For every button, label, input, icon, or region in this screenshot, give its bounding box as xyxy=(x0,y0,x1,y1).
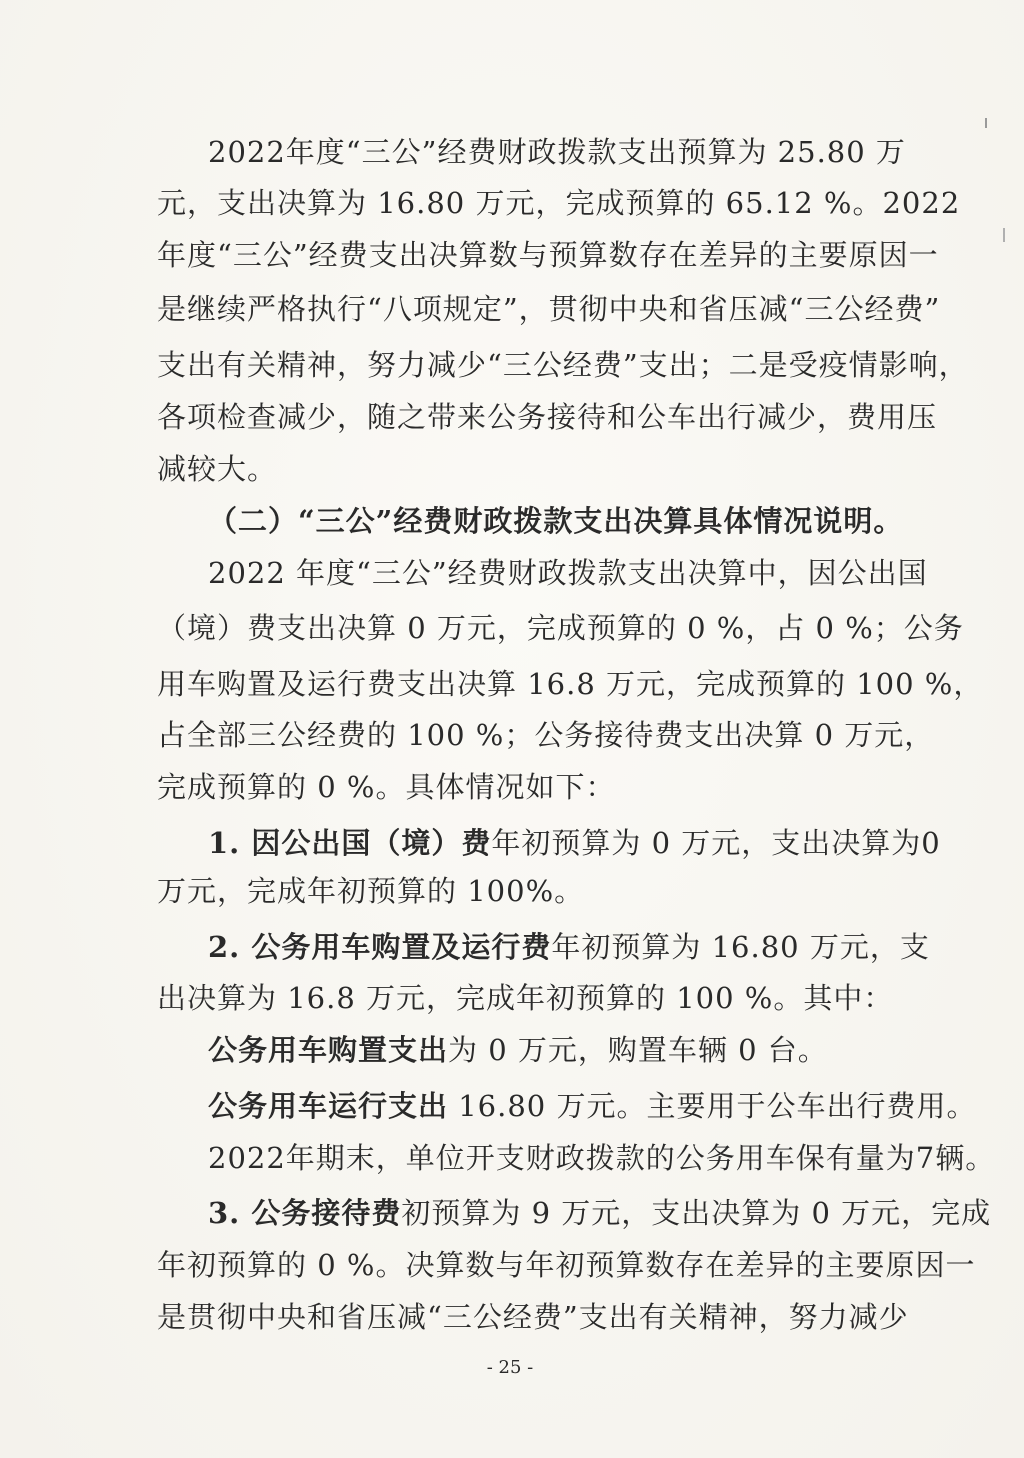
paragraph2-line4: 占全部三公经费的 100 %；公务接待费支出决算 0 万元， xyxy=(157,718,935,752)
sub1-heading: 公务用车购置支出 xyxy=(208,1033,449,1067)
item3-line1 xyxy=(208,1193,991,1233)
item2-line2: 出决算为 16.8 万元，完成年初预算的 100 %。其中： xyxy=(157,981,894,1015)
paragraph2-line1: 2022 年度“三公”经费财政拨款支出决算中，因公出国 xyxy=(208,556,928,590)
paragraph2-line2: （境）费支出决算 0 万元，完成预算的 0 %，占 0 %；公务 xyxy=(157,611,964,645)
page-number: - 25 - xyxy=(486,1357,534,1378)
item2-heading: 2. 公务用车购置及运行费 xyxy=(208,930,552,964)
paragraph2-line3: 用车购置及运行费支出决算 16.8 万元，完成预算的 100 %， xyxy=(157,667,984,701)
paragraph2-line5: 完成预算的 0 %。具体情况如下： xyxy=(157,770,616,804)
paragraph1-line5: 支出有关精神，努力减少“三公经费”支出；二是受疫情影响， xyxy=(157,348,969,382)
item3-line2: 年初预算的 0 %。决算数与年初预算数存在差异的主要原因一 xyxy=(157,1248,976,1282)
sub1-text: 为 0 万元，购置车辆 0 台。 xyxy=(448,1033,828,1067)
paragraph1-line4: 是继续严格执行“八项规定”，贯彻中央和省压减“三公经费” xyxy=(157,292,941,326)
paragraph1-line6: 各项检查减少，随之带来公务接待和公车出行减少，费用压 xyxy=(157,400,938,434)
item1-line1 xyxy=(208,823,941,863)
item2-line1 xyxy=(208,927,930,967)
section-heading: （二）“三公”经费财政拨款支出决算具体情况说明。 xyxy=(208,504,904,538)
item1-heading: 1. 因公出国（境）费 xyxy=(208,826,492,860)
sub3-line: 2022年期末，单位开支财政拨款的公务用车保有量为7辆。 xyxy=(208,1141,996,1175)
item2-text: 年初预算为 16.80 万元，支 xyxy=(551,930,930,964)
item1-text: 年初预算为 0 万元，支出决算为0 xyxy=(491,826,941,860)
paragraph1-line2: 元，支出决算为 16.80 万元，完成预算的 65.12 %。2022 xyxy=(157,186,961,220)
scan-mark xyxy=(985,118,987,128)
paragraph1-line7: 减较大。 xyxy=(157,452,278,486)
item3-line3: 是贯彻中央和省压减“三公经费”支出有关精神，努力减少 xyxy=(157,1300,909,1334)
item3-text: 初预算为 9 万元，支出决算为 0 万元，完成 xyxy=(401,1196,992,1230)
paragraph1-line1: 2022年度“三公”经费财政拨款支出预算为 25.80 万 xyxy=(208,135,906,169)
sub2-text: 16.80 万元。主要用于公车出行费用。 xyxy=(448,1089,977,1123)
sub1-line xyxy=(208,1030,828,1070)
item3-heading: 3. 公务接待费 xyxy=(208,1196,402,1230)
sub2-line xyxy=(208,1086,976,1126)
item1-line2: 万元，完成年初预算的 100%。 xyxy=(157,874,585,908)
paragraph1-line3: 年度“三公”经费支出决算数与预算数存在差异的主要原因一 xyxy=(157,238,939,272)
scan-mark xyxy=(1003,228,1005,242)
sub2-heading: 公务用车运行支出 xyxy=(208,1089,449,1123)
